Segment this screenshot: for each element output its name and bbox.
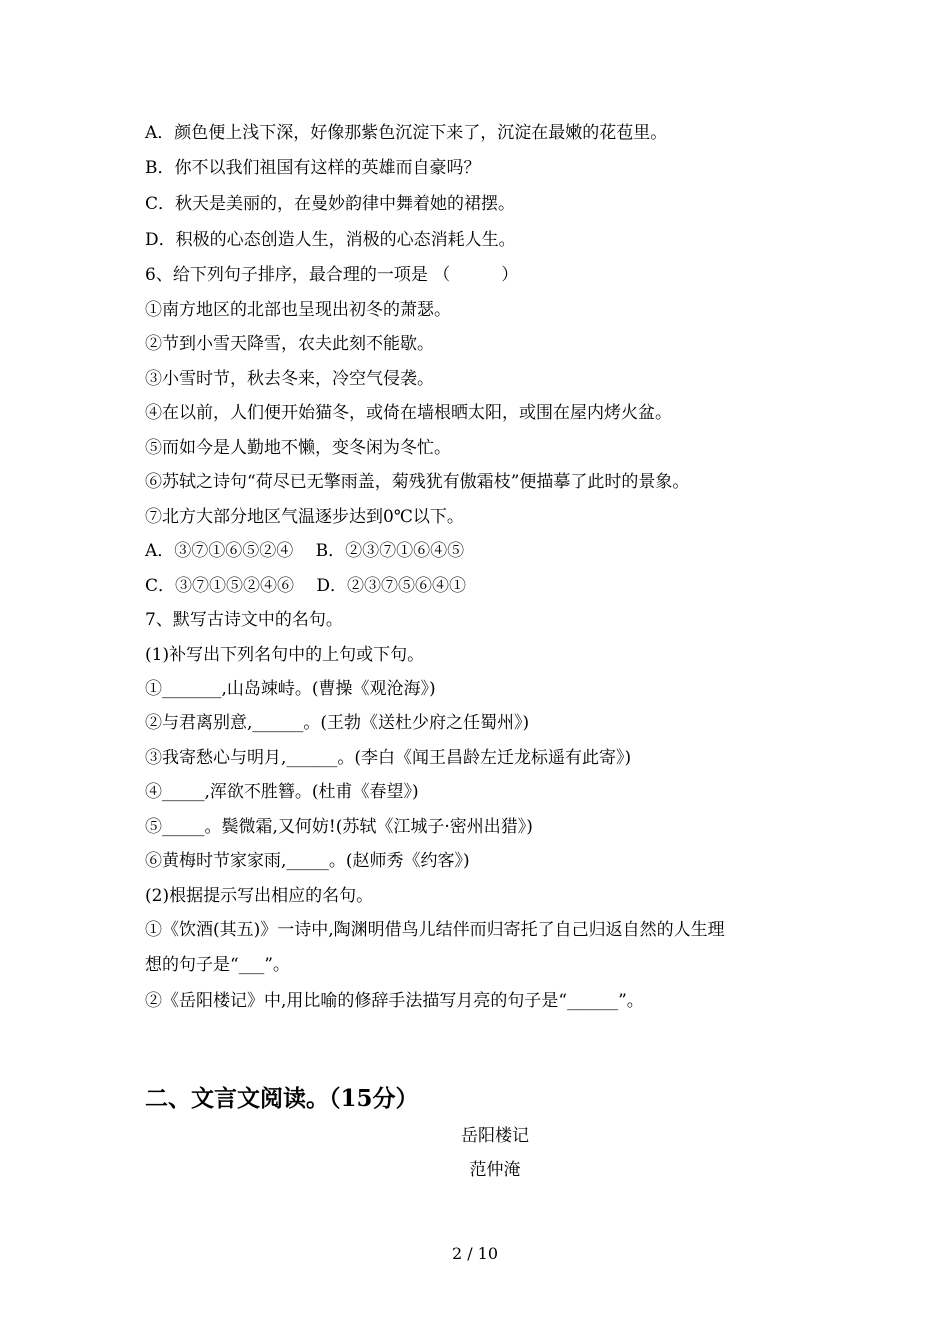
sentence-5: ⑤而如今是人勤地不懒，变冬闲为冬忙。 — [145, 438, 451, 458]
question-6-options-cd: C．③⑦①⑤②④⑥ D．②③⑦⑤⑥④① — [145, 576, 467, 596]
question-6-stem: 6、给下列句子排序，最合理的一项是 （ ） — [145, 265, 519, 285]
prompt-1-line-2: 想的句子是“___”。 — [145, 955, 290, 975]
option-d-line: D．积极的心态创造人生，消极的心态消耗人生。 — [145, 230, 516, 250]
article-title: 岳阳楼记 — [461, 1126, 529, 1146]
fill-blank-3: ③我寄愁心与明月,______。(李白《闻王昌龄左迁龙标遥有此寄》) — [145, 748, 632, 768]
fill-blank-6: ⑥黄梅时节家家雨,_____。(赵师秀《约客》) — [145, 851, 470, 871]
fill-blank-5: ⑤_____。鬓微霜,又何妨!(苏轼《江城子·密州出猎》) — [145, 817, 533, 837]
fill-blank-2: ②与君离别意,______。(王勃《送杜少府之任蜀州》) — [145, 713, 530, 733]
question-7-stem: 7、默写古诗文中的名句。 — [145, 610, 343, 630]
sentence-7: ⑦北方大部分地区气温逐步达到0℃以下。 — [145, 507, 464, 527]
option-b-line: B．你不以我们祖国有这样的英雄而自豪吗？ — [145, 158, 481, 178]
page-number: 2 / 10 — [451, 1244, 499, 1263]
sentence-2: ②节到小雪天降雪，农夫此刻不能歇。 — [145, 334, 434, 354]
prompt-1-line-1: ①《饮酒(其五)》一诗中,陶渊明借鸟儿结伴而归寄托了自己归返自然的人生理 — [145, 920, 725, 940]
option-a-line: A．颜色便上浅下深，好像那紫色沉淀下来了，沉淀在最嫩的花苞里。 — [145, 123, 668, 143]
question-6-options-ab: A．③⑦①⑥⑤②④ B．②③⑦①⑥④⑤ — [145, 541, 465, 561]
option-c-line: C．秋天是美丽的，在曼妙韵律中舞着她的裙摆。 — [145, 194, 516, 214]
sentence-1: ①南方地区的北部也呈现出初冬的萧瑟。 — [145, 300, 451, 320]
question-7-part-2: (2)根据提示写出相应的名句。 — [145, 886, 374, 906]
sentence-4: ④在以前，人们便开始猫冬，或倚在墙根晒太阳，或围在屋内烤火盆。 — [145, 403, 672, 423]
prompt-2: ②《岳阳楼记》中,用比喻的修辞手法描写月亮的句子是“______”。 — [145, 991, 644, 1011]
sentence-6: ⑥苏轼之诗句“荷尽已无擎雨盖，菊残犹有傲霜枝”便描摹了此时的景象。 — [145, 472, 690, 492]
fill-blank-4: ④_____,浑欲不胜簪。(杜甫《春望》) — [145, 782, 419, 802]
sentence-3: ③小雪时节，秋去冬来，冷空气侵袭。 — [145, 369, 434, 389]
question-7-part-1: (1)补写出下列名句中的上句或下句。 — [145, 645, 425, 665]
fill-blank-1: ①_______,山岛竦峙。(曹操《观沧海》) — [145, 679, 436, 699]
section-heading: 二、文言文阅读。（15分） — [145, 1085, 419, 1112]
article-author: 范仲淹 — [469, 1160, 521, 1180]
